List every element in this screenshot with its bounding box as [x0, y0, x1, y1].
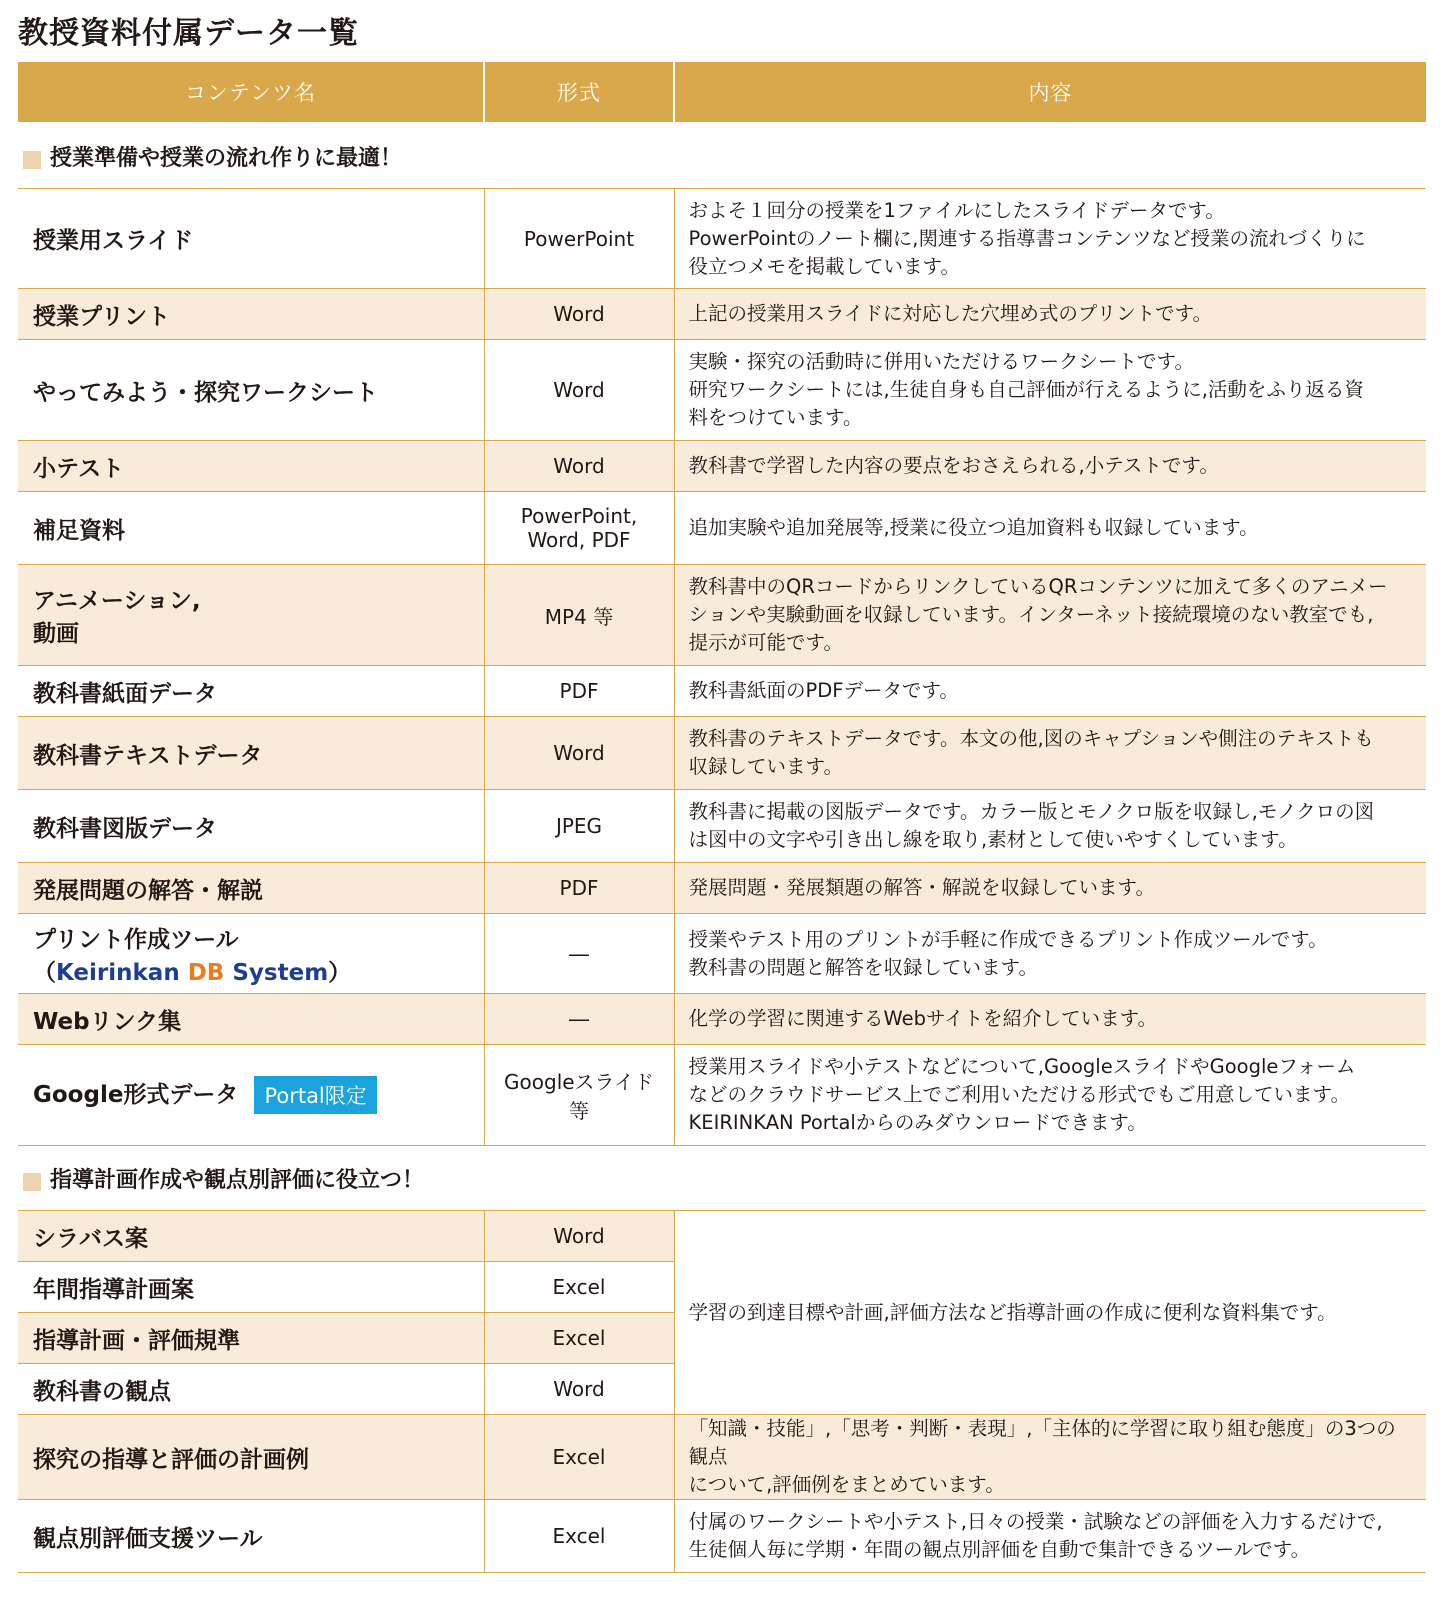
table-row [18, 1211, 1426, 1262]
row-desc: 教科書に掲載の図版データです。カラー版とモノクロ版を収録し,モノクロの図 は図中の文字や引き出し線を取り,素材として使いやすくしています。 [674, 790, 1426, 863]
keirinkan-db-system-logo: Keirinkan DB System [56, 959, 329, 986]
table-row [18, 492, 1426, 565]
row-name: 授業用スライド [18, 189, 484, 289]
table-row [18, 1415, 1426, 1500]
header-table [18, 62, 1426, 122]
row-format: PowerPoint, Word, PDF [484, 492, 674, 565]
group-desc: 学習の到達目標や計画,評価方法など指導計画の作成に便利な資料集です。 [674, 1211, 1426, 1415]
section2-table [18, 1210, 1426, 1573]
row-format: MP4 等 [484, 565, 674, 666]
square-bullet-icon [23, 1173, 41, 1191]
row-name: 授業プリント [18, 289, 484, 340]
row-format: Excel [484, 1262, 674, 1313]
row-desc: 付属のワークシートや小テスト,日々の授業・試験などの評価を入力するだけで, 生徒個人毎に学期・年間の観点別評価を自動で集計できるツールです。 [674, 1500, 1426, 1573]
table-row [18, 189, 1426, 289]
row-name: アニメーション, 動画 [18, 565, 484, 666]
row-desc: 授業やテスト用のプリントが手軽に作成できるプリント作成ツールです。 教科書の問題と解答を収録しています。 [674, 914, 1426, 994]
page [18, 0, 1426, 1573]
row-name: 観点別評価支援ツール [18, 1500, 484, 1573]
row-format: PDF [484, 666, 674, 717]
table-row [18, 1045, 1426, 1146]
row-name: 探究の指導と評価の計画例 [18, 1415, 484, 1500]
section2-title: 指導計画作成や観点別評価に役立つ！ [50, 1168, 425, 1193]
section2-heading [18, 1146, 1426, 1210]
row-name: 指導計画・評価規準 [18, 1313, 484, 1364]
row-name: 教科書テキストデータ [18, 717, 484, 790]
table-row [18, 565, 1426, 666]
row-format: ― [484, 994, 674, 1045]
table-row [18, 340, 1426, 441]
row-format: Word [484, 717, 674, 790]
row-format: Excel [484, 1415, 674, 1500]
row-name: Google形式データ Portal限定 [18, 1045, 484, 1146]
table-row [18, 1500, 1426, 1573]
table-row [18, 914, 1426, 994]
header-row [18, 62, 1426, 122]
section1-title: 授業準備や授業の流れ作りに最適！ [50, 146, 403, 171]
table-row [18, 666, 1426, 717]
table-row [18, 441, 1426, 492]
row-name: やってみよう・探究ワークシート [18, 340, 484, 441]
row-name: 年間指導計画案 [18, 1262, 484, 1313]
row-format: Excel [484, 1313, 674, 1364]
row-format: Word [484, 1364, 674, 1415]
row-name: 教科書紙面データ [18, 666, 484, 717]
row-desc: 「知識・技能」,「思考・判断・表現」,「主体的に学習に取り組む態度」の3つの観点 について,評価例をまとめています。 [674, 1415, 1426, 1500]
row-desc: 教科書中のQRコードからリンクしているQRコンテンツに加えて多くのアニメー ションや実験動画を収録しています。インターネット接続環境のない教室でも, 提示が可能です。 [674, 565, 1426, 666]
header-format: 形式 [484, 62, 674, 122]
header-content: 内容 [674, 62, 1426, 122]
row-format: Word [484, 340, 674, 441]
square-bullet-icon [23, 151, 41, 169]
header-content-name: コンテンツ名 [18, 62, 484, 122]
row-desc: 化学の学習に関連するWebサイトを紹介しています。 [674, 994, 1426, 1045]
page-title: 教授資料付属データ一覧 [18, 16, 359, 51]
row-format: Word [484, 1211, 674, 1262]
table-row [18, 717, 1426, 790]
row-desc: 教科書のテキストデータです。本文の他,図のキャプションや側注のテキストも 収録しています。 [674, 717, 1426, 790]
row-desc: 授業用スライドや小テストなどについて,GoogleスライドやGoogleフォーム などのクラウドサービス上でご利用いただける形式でもご用意しています。 KEIRINKAN Portalからのみダウンロードできます。 [674, 1045, 1426, 1146]
row-desc: 発展問題・発展類題の解答・解説を収録しています。 [674, 863, 1426, 914]
row-name: 補足資料 [18, 492, 484, 565]
table-row [18, 790, 1426, 863]
row-desc: 教科書で学習した内容の要点をおさえられる,小テストです。 [674, 441, 1426, 492]
row-name: 小テスト [18, 441, 484, 492]
section1-heading [18, 122, 1426, 188]
row-format: Googleスライド 等 [484, 1045, 674, 1146]
row-format: Word [484, 289, 674, 340]
portal-only-badge: Portal限定 [254, 1076, 376, 1114]
row-desc: およそ１回分の授業を1ファイルにしたスライドデータです。 PowerPointのノート欄に,関連する指導書コンテンツなど授業の流れづくりに 役立つメモを掲載しています。 [674, 189, 1426, 289]
row-format: Word [484, 441, 674, 492]
row-desc: 追加実験や追加発展等,授業に役立つ追加資料も収録しています。 [674, 492, 1426, 565]
row-name: プリント作成ツール （Keirinkan DB System） [18, 914, 484, 994]
row-name: 教科書の観点 [18, 1364, 484, 1415]
row-desc: 上記の授業用スライドに対応した穴埋め式のプリントです。 [674, 289, 1426, 340]
section1-table [18, 188, 1426, 1146]
row-format: PowerPoint [484, 189, 674, 289]
row-name: 発展問題の解答・解説 [18, 863, 484, 914]
row-format: Excel [484, 1500, 674, 1573]
row-name: Webリンク集 [18, 994, 484, 1045]
row-name: シラバス案 [18, 1211, 484, 1262]
table-row [18, 994, 1426, 1045]
row-desc: 教科書紙面のPDFデータです。 [674, 666, 1426, 717]
table-row [18, 863, 1426, 914]
row-desc: 実験・探究の活動時に併用いただけるワークシートです。 研究ワークシートには,生徒自身も自己評価が行えるように,活動をふり返る資 料をつけています。 [674, 340, 1426, 441]
row-name: 教科書図版データ [18, 790, 484, 863]
table-row [18, 289, 1426, 340]
row-format: ― [484, 914, 674, 994]
row-format: JPEG [484, 790, 674, 863]
row-format: PDF [484, 863, 674, 914]
